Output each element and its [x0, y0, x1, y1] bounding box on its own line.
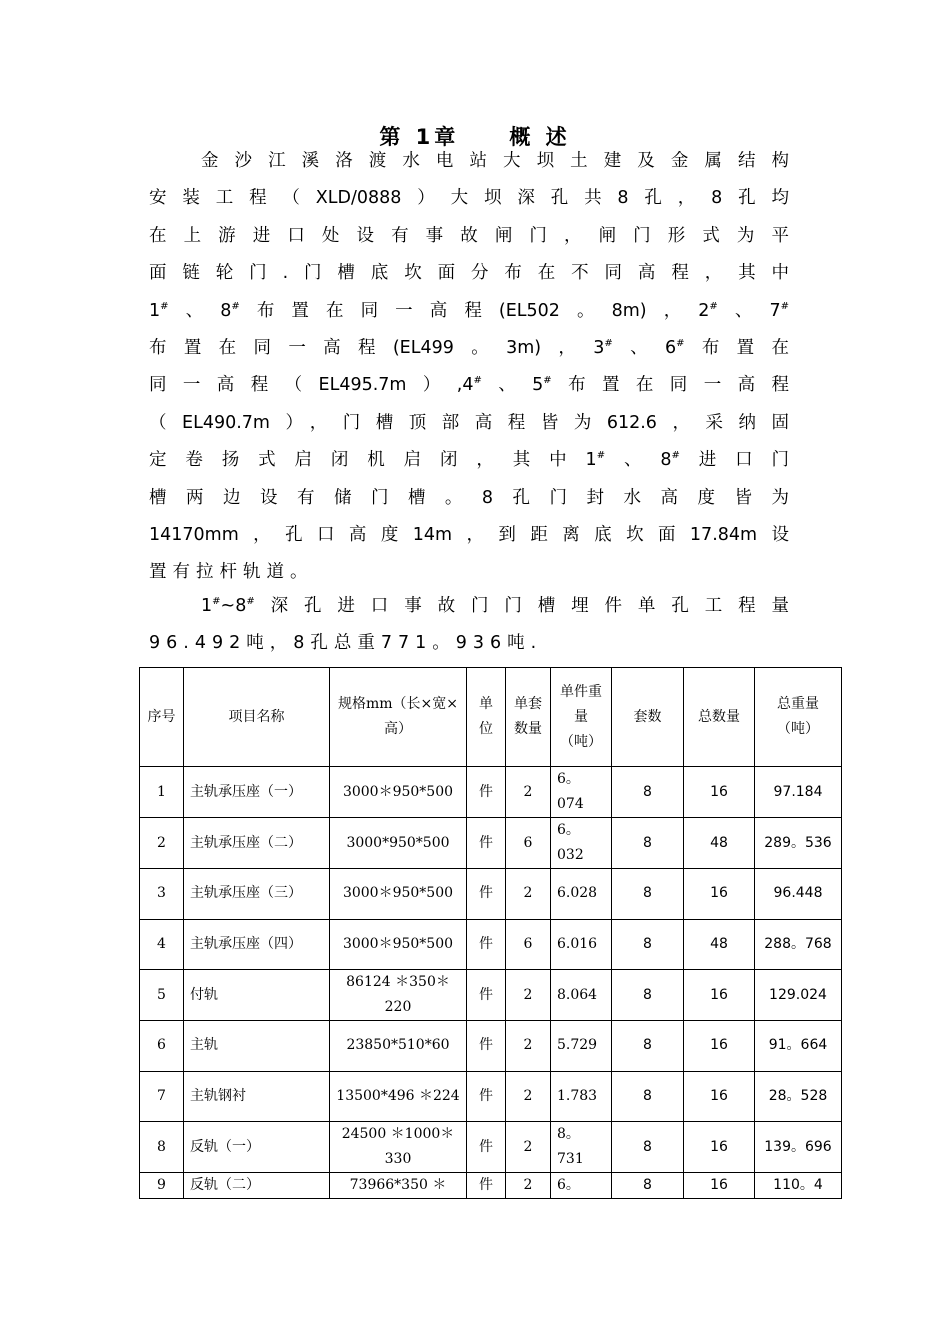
cell-total-qty: 16 [684, 970, 755, 1021]
cell-spec: 3000＊950*500 [330, 919, 467, 970]
cell-spec: 24500 ＊1000＊330 [330, 1122, 467, 1173]
cell-sets: 8 [612, 1122, 684, 1173]
cell-name: 主轨承压座（二） [184, 818, 330, 869]
cell-unit-weight: 8。731 [551, 1122, 612, 1173]
cell-unit-weight: 6.028 [551, 869, 612, 920]
table-row [140, 767, 842, 818]
cell-name: 主轨承压座（一） [184, 767, 330, 818]
cell-total-weight: 28。528 [755, 1071, 842, 1122]
cell-unit-weight: 6。032 [551, 818, 612, 869]
cell-unit: 件 [467, 919, 506, 970]
cell-per-set: 2 [506, 1021, 551, 1072]
text-line: 1#~8#深孔进口事故门门槽埋件单孔工程量 [201, 596, 789, 616]
cell-no: 7 [140, 1071, 184, 1122]
table-row [140, 970, 842, 1021]
cell-total-weight: 289。536 [755, 818, 842, 869]
cell-total-qty: 48 [684, 919, 755, 970]
chapter-number: 第 1章 [379, 125, 460, 149]
cell-unit: 件 [467, 767, 506, 818]
header-total-qty: 总数量 [684, 668, 755, 767]
table-row [140, 919, 842, 970]
header-unit-weight: 单件重量（吨） [551, 668, 612, 767]
text-line: 金沙江溪洛渡水电站大坝土建及金属结构 [201, 151, 789, 171]
cell-sets: 8 [612, 1173, 684, 1199]
header-no: 序号 [140, 668, 184, 767]
cell-spec: 3000＊950*500 [330, 869, 467, 920]
cell-spec: 23850*510*60 [330, 1021, 467, 1072]
cell-per-set: 2 [506, 767, 551, 818]
cell-per-set: 6 [506, 919, 551, 970]
header-total-weight: 总重量（吨） [755, 668, 842, 767]
text-line: 安装工程（XLD/0888）大坝深孔共8孔，8孔均 [149, 188, 789, 209]
cell-name: 主轨钢衬 [184, 1071, 330, 1122]
cell-no: 6 [140, 1021, 184, 1072]
cell-sets: 8 [612, 869, 684, 920]
header-sets: 套数 [612, 668, 684, 767]
cell-per-set: 6 [506, 818, 551, 869]
cell-name: 反轨（二） [184, 1173, 330, 1199]
cell-spec: 13500*496 ＊224 [330, 1071, 467, 1122]
cell-total-qty: 16 [684, 1173, 755, 1199]
cell-sets: 8 [612, 818, 684, 869]
table-row [140, 1122, 842, 1173]
table-row [140, 1071, 842, 1122]
table-row [140, 1021, 842, 1072]
cell-unit: 件 [467, 1071, 506, 1122]
cell-total-qty: 48 [684, 818, 755, 869]
cell-no: 1 [140, 767, 184, 818]
cell-no: 8 [140, 1122, 184, 1173]
cell-unit-weight: 6。 [551, 1173, 612, 1199]
cell-name: 主轨承压座（三） [184, 869, 330, 920]
summary-paragraph [149, 588, 789, 663]
cell-name: 主轨承压座（四） [184, 919, 330, 970]
cell-unit: 件 [467, 1122, 506, 1173]
text-line: 在上游进口处设有事故闸门，闸门形式为平 [149, 225, 789, 246]
cell-spec: 86124 ＊350＊220 [330, 970, 467, 1021]
table-row [140, 818, 842, 869]
table-header-row [140, 668, 842, 767]
cell-sets: 8 [612, 1021, 684, 1072]
cell-total-qty: 16 [684, 1021, 755, 1072]
cell-total-qty: 16 [684, 1071, 755, 1122]
cell-unit: 件 [467, 970, 506, 1021]
cell-total-weight: 91。664 [755, 1021, 842, 1072]
table-row [140, 1173, 842, 1199]
cell-no: 3 [140, 869, 184, 920]
cell-name: 付轨 [184, 970, 330, 1021]
cell-spec: 3000*950*500 [330, 818, 467, 869]
cell-name: 反轨（一） [184, 1122, 330, 1173]
cell-sets: 8 [612, 970, 684, 1021]
cell-total-weight: 110。4 [755, 1173, 842, 1199]
text-line: 定卷扬式启闭机启闭，其中1#、8#进口门 [149, 450, 789, 471]
text-line: 槽两边设有储门槽。8孔门封水高度皆为 [149, 487, 789, 508]
cell-per-set: 2 [506, 1122, 551, 1173]
cell-name: 主轨 [184, 1021, 330, 1072]
cell-total-qty: 16 [684, 767, 755, 818]
cell-no: 4 [140, 919, 184, 970]
header-name: 项目名称 [184, 668, 330, 767]
text-line: 96.492吨，8孔总重771。936吨. [149, 633, 543, 654]
cell-total-weight: 97.184 [755, 767, 842, 818]
table-row [140, 869, 842, 920]
cell-unit: 件 [467, 869, 506, 920]
cell-unit-weight: 6.016 [551, 919, 612, 970]
chapter-title: 概 述 [509, 125, 571, 149]
text-line: 同一高程（EL495.7m）,4#、5#布置在同一高程 [149, 375, 789, 396]
cell-per-set: 2 [506, 1071, 551, 1122]
text-line: 1#、8#布置在同一高程(EL502。8m)，2#、7# [149, 300, 789, 321]
header-spec: 规格mm（长×宽×高） [330, 668, 467, 767]
text-line: （EL490.7m），门槽顶部高程皆为612.6，采纳固 [149, 412, 789, 433]
cell-no: 2 [140, 818, 184, 869]
header-unit: 单位 [467, 668, 506, 767]
text-line: 面链轮门.门槽底坎面分布在不同高程，其中 [149, 263, 789, 284]
cell-per-set: 2 [506, 869, 551, 920]
cell-spec: 3000＊950*500 [330, 767, 467, 818]
cell-unit: 件 [467, 818, 506, 869]
cell-sets: 8 [612, 919, 684, 970]
cell-per-set: 2 [506, 970, 551, 1021]
text-line: 布置在同一高程(EL499。3m)，3#、6#布置在 [149, 337, 789, 358]
cell-total-qty: 16 [684, 869, 755, 920]
cell-sets: 8 [612, 1071, 684, 1122]
cell-unit: 件 [467, 1021, 506, 1072]
cell-total-weight: 139。696 [755, 1122, 842, 1173]
text-line: 14170mm，孔口高度14m，到距离底坎面17.84m设 [149, 524, 789, 545]
cell-unit-weight: 6。074 [551, 767, 612, 818]
cell-total-weight: 96.448 [755, 869, 842, 920]
cell-unit-weight: 5.729 [551, 1021, 612, 1072]
cell-unit-weight: 1.783 [551, 1071, 612, 1122]
text-line: 置有拉杆轨道。 [149, 562, 314, 583]
cell-sets: 8 [612, 767, 684, 818]
cell-unit-weight: 8.064 [551, 970, 612, 1021]
cell-total-weight: 129.024 [755, 970, 842, 1021]
embedded-parts-table [139, 667, 842, 1199]
cell-no: 9 [140, 1173, 184, 1199]
cell-per-set: 2 [506, 1173, 551, 1199]
cell-unit: 件 [467, 1173, 506, 1199]
header-per-set: 单套数量 [506, 668, 551, 767]
cell-no: 5 [140, 970, 184, 1021]
cell-total-qty: 16 [684, 1122, 755, 1173]
cell-total-weight: 288。768 [755, 919, 842, 970]
intro-paragraph [149, 143, 789, 592]
cell-spec: 73966*350 ＊ [330, 1173, 467, 1199]
